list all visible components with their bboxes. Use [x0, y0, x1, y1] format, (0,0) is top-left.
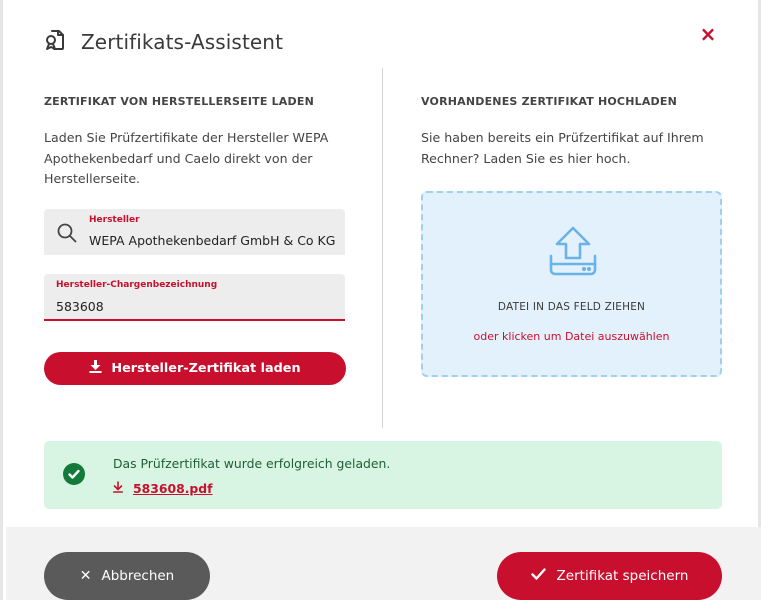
check-icon: [531, 568, 557, 584]
close-icon: ✕: [79, 568, 92, 584]
success-message: Das Prüfzertifikat wurde erfolgreich geladen.: [113, 456, 391, 471]
dropzone-select-link[interactable]: oder klicken um Datei auszuwählen: [473, 330, 670, 343]
save-certificate-button[interactable]: [497, 552, 722, 600]
upload-icon: [544, 224, 602, 286]
dropzone-title: DATEI IN DAS FELD ZIEHEN: [497, 301, 646, 313]
file-name: 583608.pdf: [133, 481, 213, 496]
download-icon: [89, 360, 111, 377]
file-dropzone[interactable]: [421, 191, 722, 377]
save-label: Zertifikat speichern: [556, 568, 689, 584]
manufacturer-label: Hersteller: [89, 215, 140, 225]
manufacturer-field[interactable]: [44, 209, 345, 255]
section-title-manufacturer: ZERTIFIKAT VON HERSTELLERSEITE LADEN: [44, 95, 314, 108]
manufacturer-input[interactable]: WEPA Apothekenbedarf GmbH & Co KG: [89, 233, 336, 248]
search-icon: [56, 222, 78, 244]
column-divider: [382, 68, 383, 428]
batch-input[interactable]: 583608: [56, 299, 104, 314]
close-icon[interactable]: ×: [699, 22, 717, 46]
section-title-upload: VORHANDENES ZERTIFIKAT HOCHLADEN: [421, 95, 677, 108]
downloaded-file-link[interactable]: [113, 481, 213, 496]
dialog-header: [43, 28, 283, 56]
cancel-button[interactable]: [44, 552, 210, 600]
dialog-title: Zertifikats-Assistent: [81, 30, 284, 54]
upload-section: [421, 95, 722, 169]
upload-description: Sie haben bereits ein Prüfzertifikat auf Ihrem Rechner? Laden Sie es hier hoch.: [421, 130, 704, 166]
check-circle-icon: [63, 463, 85, 485]
manufacturer-description: Laden Sie Prüfzertifikate der Hersteller WEPA Apothekenbedarf und Caelo direkt von der Herstellerseite.: [44, 130, 329, 186]
load-certificate-label: Hersteller-Zertifikat laden: [111, 361, 301, 376]
success-alert: [44, 441, 722, 509]
certificate-search-icon: [43, 28, 67, 56]
load-certificate-button[interactable]: [44, 352, 346, 385]
cancel-label: Abbrechen: [101, 568, 175, 584]
batch-field[interactable]: [44, 274, 345, 321]
manufacturer-section: [44, 95, 346, 190]
download-icon: [113, 481, 133, 496]
batch-label: Hersteller-Chargenbezeichnung: [56, 280, 218, 290]
